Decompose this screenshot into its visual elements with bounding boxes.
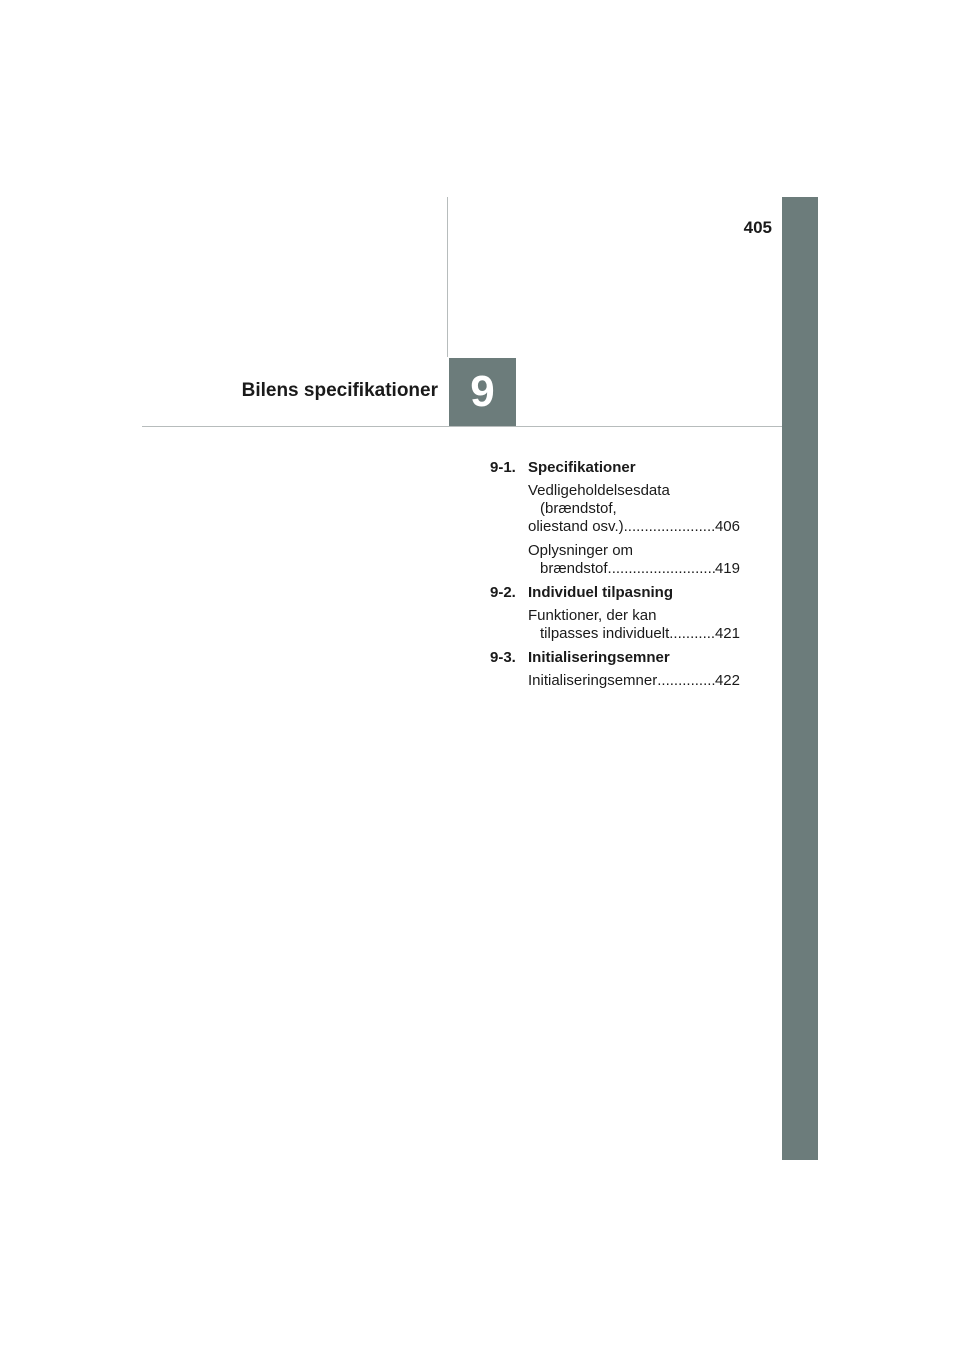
toc-leader-dots (608, 560, 715, 578)
toc-section-number: 9-2. (490, 584, 516, 601)
toc-entry[interactable] (528, 542, 740, 578)
toc-entry[interactable] (528, 672, 740, 690)
toc-leader-dots (669, 625, 715, 643)
toc-entry-line: (brændstof, (540, 500, 617, 517)
toc-section-title: Initialiseringsemner (528, 649, 670, 666)
vertical-divider (447, 197, 448, 357)
toc-section (490, 584, 740, 643)
toc-page-number: 406 (714, 518, 740, 535)
toc-section-number: 9-1. (490, 459, 516, 476)
toc-entry-line: Oplysninger om (528, 542, 634, 559)
toc-entry[interactable] (528, 482, 740, 536)
toc-entry-last-line (528, 560, 740, 578)
table-of-contents (490, 459, 740, 696)
toc-page-number: 422 (714, 672, 740, 689)
toc-section-title: Individuel tilpasning (528, 584, 674, 601)
page-number: 405 (743, 218, 772, 237)
toc-entry-text: brændstof (540, 560, 608, 577)
toc-entry-last-line (528, 672, 740, 690)
toc-section-heading (490, 584, 740, 602)
toc-entry-text: oliestand osv.) (528, 518, 624, 535)
toc-leader-dots (624, 518, 715, 536)
toc-section-heading (490, 649, 740, 667)
toc-page-number: 421 (714, 625, 740, 642)
toc-entry[interactable] (528, 607, 740, 643)
toc-section-number: 9-3. (490, 649, 516, 666)
toc-section-title: Specifikationer (528, 459, 636, 476)
toc-entry-text: Initialiseringsemner (528, 672, 658, 689)
toc-entry-last-line (528, 625, 740, 643)
chapter-number-box: 9 (449, 358, 516, 426)
toc-entry-line: Vedligeholdelsesdata (528, 482, 670, 499)
toc-entry-text: tilpasses individuelt (540, 625, 670, 642)
toc-entry-line: Funktioner, der kan (528, 607, 657, 624)
toc-section (490, 459, 740, 578)
toc-section-heading (490, 459, 740, 477)
toc-entry-last-line (528, 518, 740, 536)
toc-section (490, 649, 740, 690)
chapter-side-tab (782, 197, 818, 1160)
toc-leader-dots (657, 672, 715, 690)
toc-page-number: 419 (714, 560, 740, 577)
horizontal-divider (142, 426, 782, 427)
chapter-title: Bilens specifikationer (241, 380, 438, 401)
